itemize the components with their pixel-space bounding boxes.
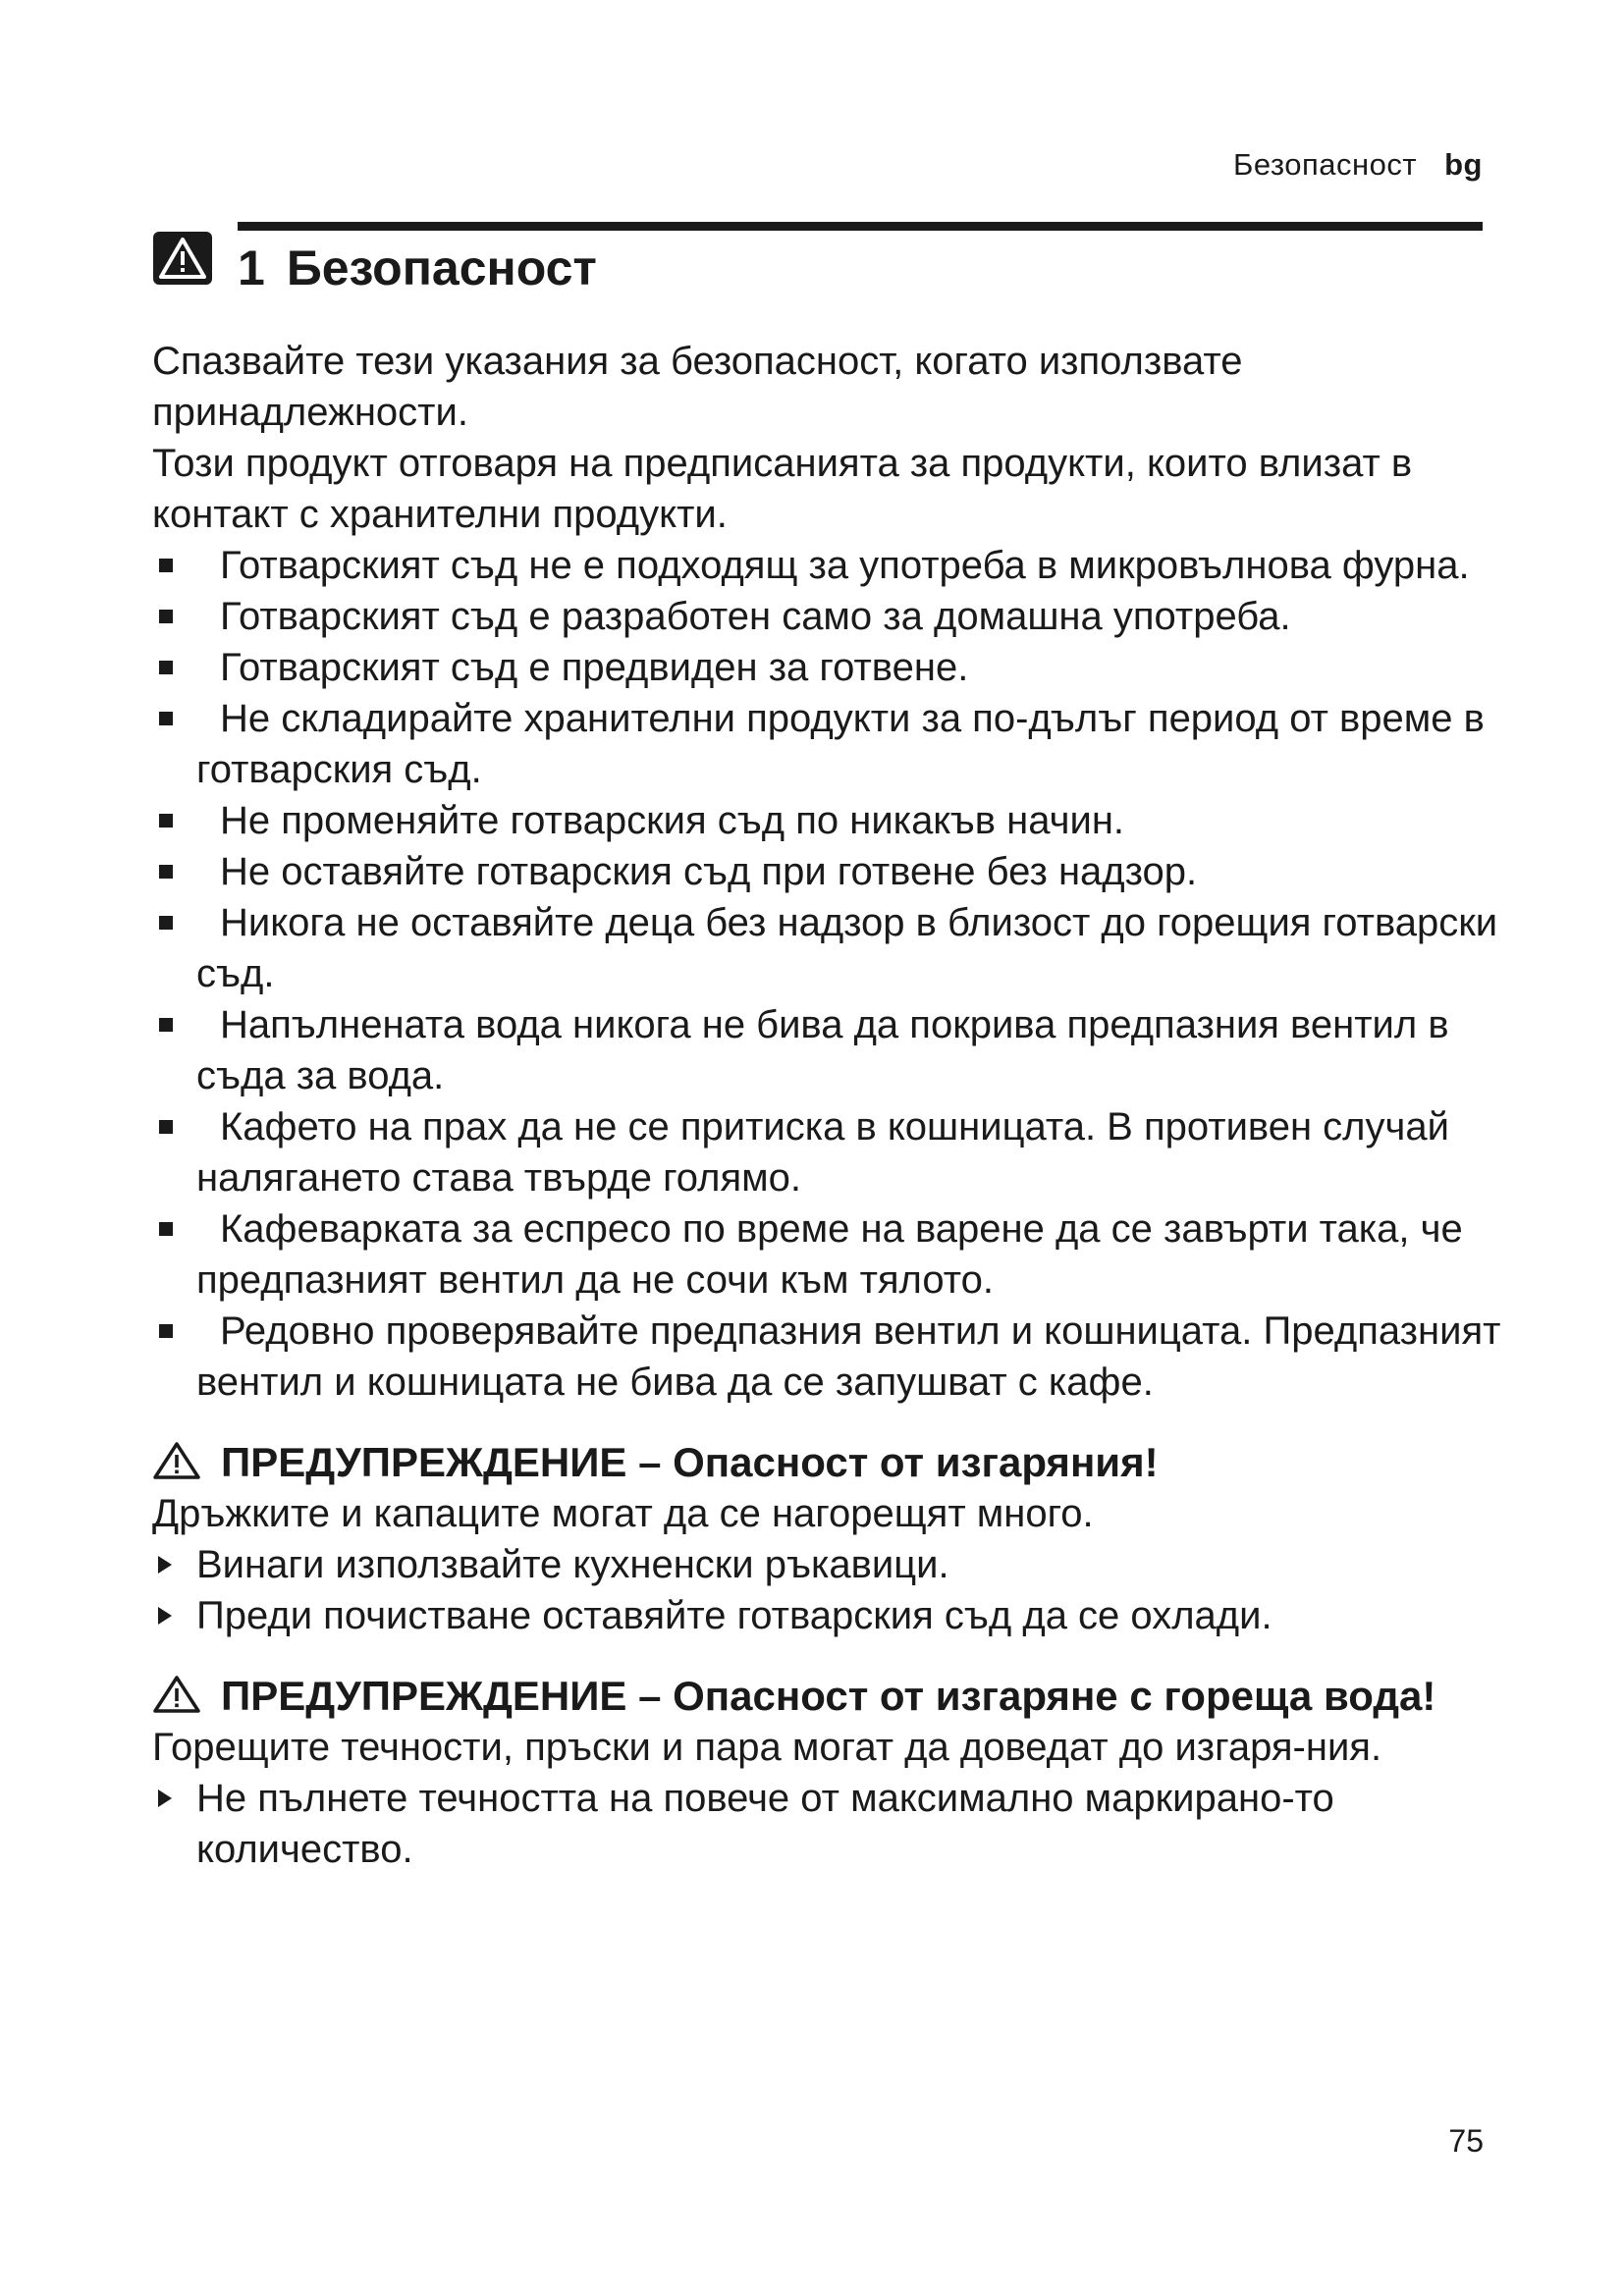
safety-list: [152, 540, 1507, 1408]
bullet-square-icon: [159, 1018, 173, 1032]
instruction-list: [152, 1773, 1507, 1875]
list-item-text: Редовно проверявайте предпазния вентил и кошницата. Предпазният вентил и кошницата не бива да се запушват с кафе.: [196, 1309, 1501, 1404]
list-item-text: Не оставяйте готварския съд при готвене без надзор.: [220, 850, 1198, 893]
arrow-right-icon: [158, 1789, 172, 1807]
warning-block: [152, 1437, 1507, 1641]
bullet-square-icon: [159, 814, 173, 828]
running-header-section: Безопасност: [1233, 147, 1418, 182]
warning-title: [152, 1671, 1507, 1722]
warning-triangle-icon: [152, 231, 213, 286]
content: [152, 336, 1507, 1875]
list-item: [152, 642, 1507, 693]
arrow-right-icon: [158, 1556, 172, 1574]
list-item: [152, 999, 1507, 1101]
heading-rule: [238, 222, 1483, 231]
arrow-right-icon: [158, 1607, 172, 1625]
warning-icon: [152, 1441, 201, 1480]
warning-title: [152, 1437, 1507, 1488]
bullet-square-icon: [159, 610, 173, 623]
running-header: [1233, 147, 1483, 183]
warning-block: [152, 1671, 1507, 1875]
page-title: [238, 240, 597, 296]
section-title: Безопасност: [286, 240, 597, 295]
bullet-square-icon: [159, 712, 173, 725]
list-item: [152, 591, 1507, 642]
intro-paragraph: Този продукт отговаря на предписанията за продукти, които влизат в контакт с хранителни продукти.: [152, 442, 1413, 536]
list-item: [152, 846, 1507, 897]
bullet-square-icon: [159, 1120, 173, 1134]
warning-text: Горещите течности, пръски и пара могат да доведат до изгаря-ния.: [152, 1726, 1382, 1769]
warning-title-text: ПРЕДУПРЕЖДЕНИЕ – Опасност от изгаряне с гореща вода!: [221, 1673, 1436, 1719]
warning-title-text: ПРЕДУПРЕЖДЕНИЕ – Опасност от изгаряния!: [221, 1439, 1159, 1485]
bullet-square-icon: [159, 1222, 173, 1236]
instruction-text: Преди почистване оставяйте готварския съд да се охлади.: [196, 1594, 1272, 1637]
list-item: [152, 693, 1507, 795]
intro-paragraph: Спазвайте тези указания за безопасност, когато използвате принадлежности.: [152, 340, 1243, 434]
instruction-item: [152, 1590, 1507, 1641]
list-item-text: Готварският съд е разработен само за домашна употреба.: [220, 595, 1291, 638]
list-item-text: Готварският съд не е подходящ за употреба в микровълнова фурна.: [220, 544, 1470, 587]
warning-text: Дръжките и капаците могат да се нагорещят много.: [152, 1492, 1094, 1535]
list-item: [152, 1306, 1507, 1408]
list-item: [152, 540, 1507, 591]
bullet-square-icon: [159, 865, 173, 879]
bullet-square-icon: [159, 661, 173, 674]
running-header-language: bg: [1444, 147, 1483, 182]
instruction-text: Винаги използвайте кухненски ръкавици.: [196, 1543, 949, 1586]
instruction-item: [152, 1773, 1507, 1875]
list-item-text: Не складирайте хранителни продукти за по-дълъг период от време в готварския съд.: [196, 697, 1485, 791]
bullet-square-icon: [159, 559, 173, 572]
instruction-list: [152, 1539, 1507, 1641]
list-item-text: Не променяйте готварския съд по никакъв начин.: [220, 799, 1125, 842]
list-item-text: Кафето на прах да не се притиска в кошницата. В противен случай налягането става твърде голямо.: [196, 1105, 1449, 1200]
list-item: [152, 795, 1507, 846]
list-item: [152, 1203, 1507, 1306]
list-item-text: Готварският съд е предвиден за готвене.: [220, 646, 969, 689]
list-item: [152, 897, 1507, 999]
page-number: 75: [1448, 2123, 1484, 2159]
instruction-text: Не пълнете течността на повече от максимално маркирано-то количество.: [196, 1777, 1334, 1871]
list-item-text: Напълнената вода никога не бива да покрива предпазния вентил в съда за вода.: [196, 1003, 1449, 1097]
list-item-text: Никога не оставяйте деца без надзор в близост до горещия готварски съд.: [196, 901, 1498, 995]
bullet-square-icon: [159, 916, 173, 930]
instruction-item: [152, 1539, 1507, 1590]
list-item-text: Кафеварката за еспресо по време на варене да се завърти така, че предпазният вентил да не сочи към тялото.: [196, 1207, 1463, 1302]
list-item: [152, 1101, 1507, 1203]
bullet-square-icon: [159, 1324, 173, 1338]
section-number: 1: [238, 240, 265, 295]
warning-icon: [152, 1675, 201, 1714]
